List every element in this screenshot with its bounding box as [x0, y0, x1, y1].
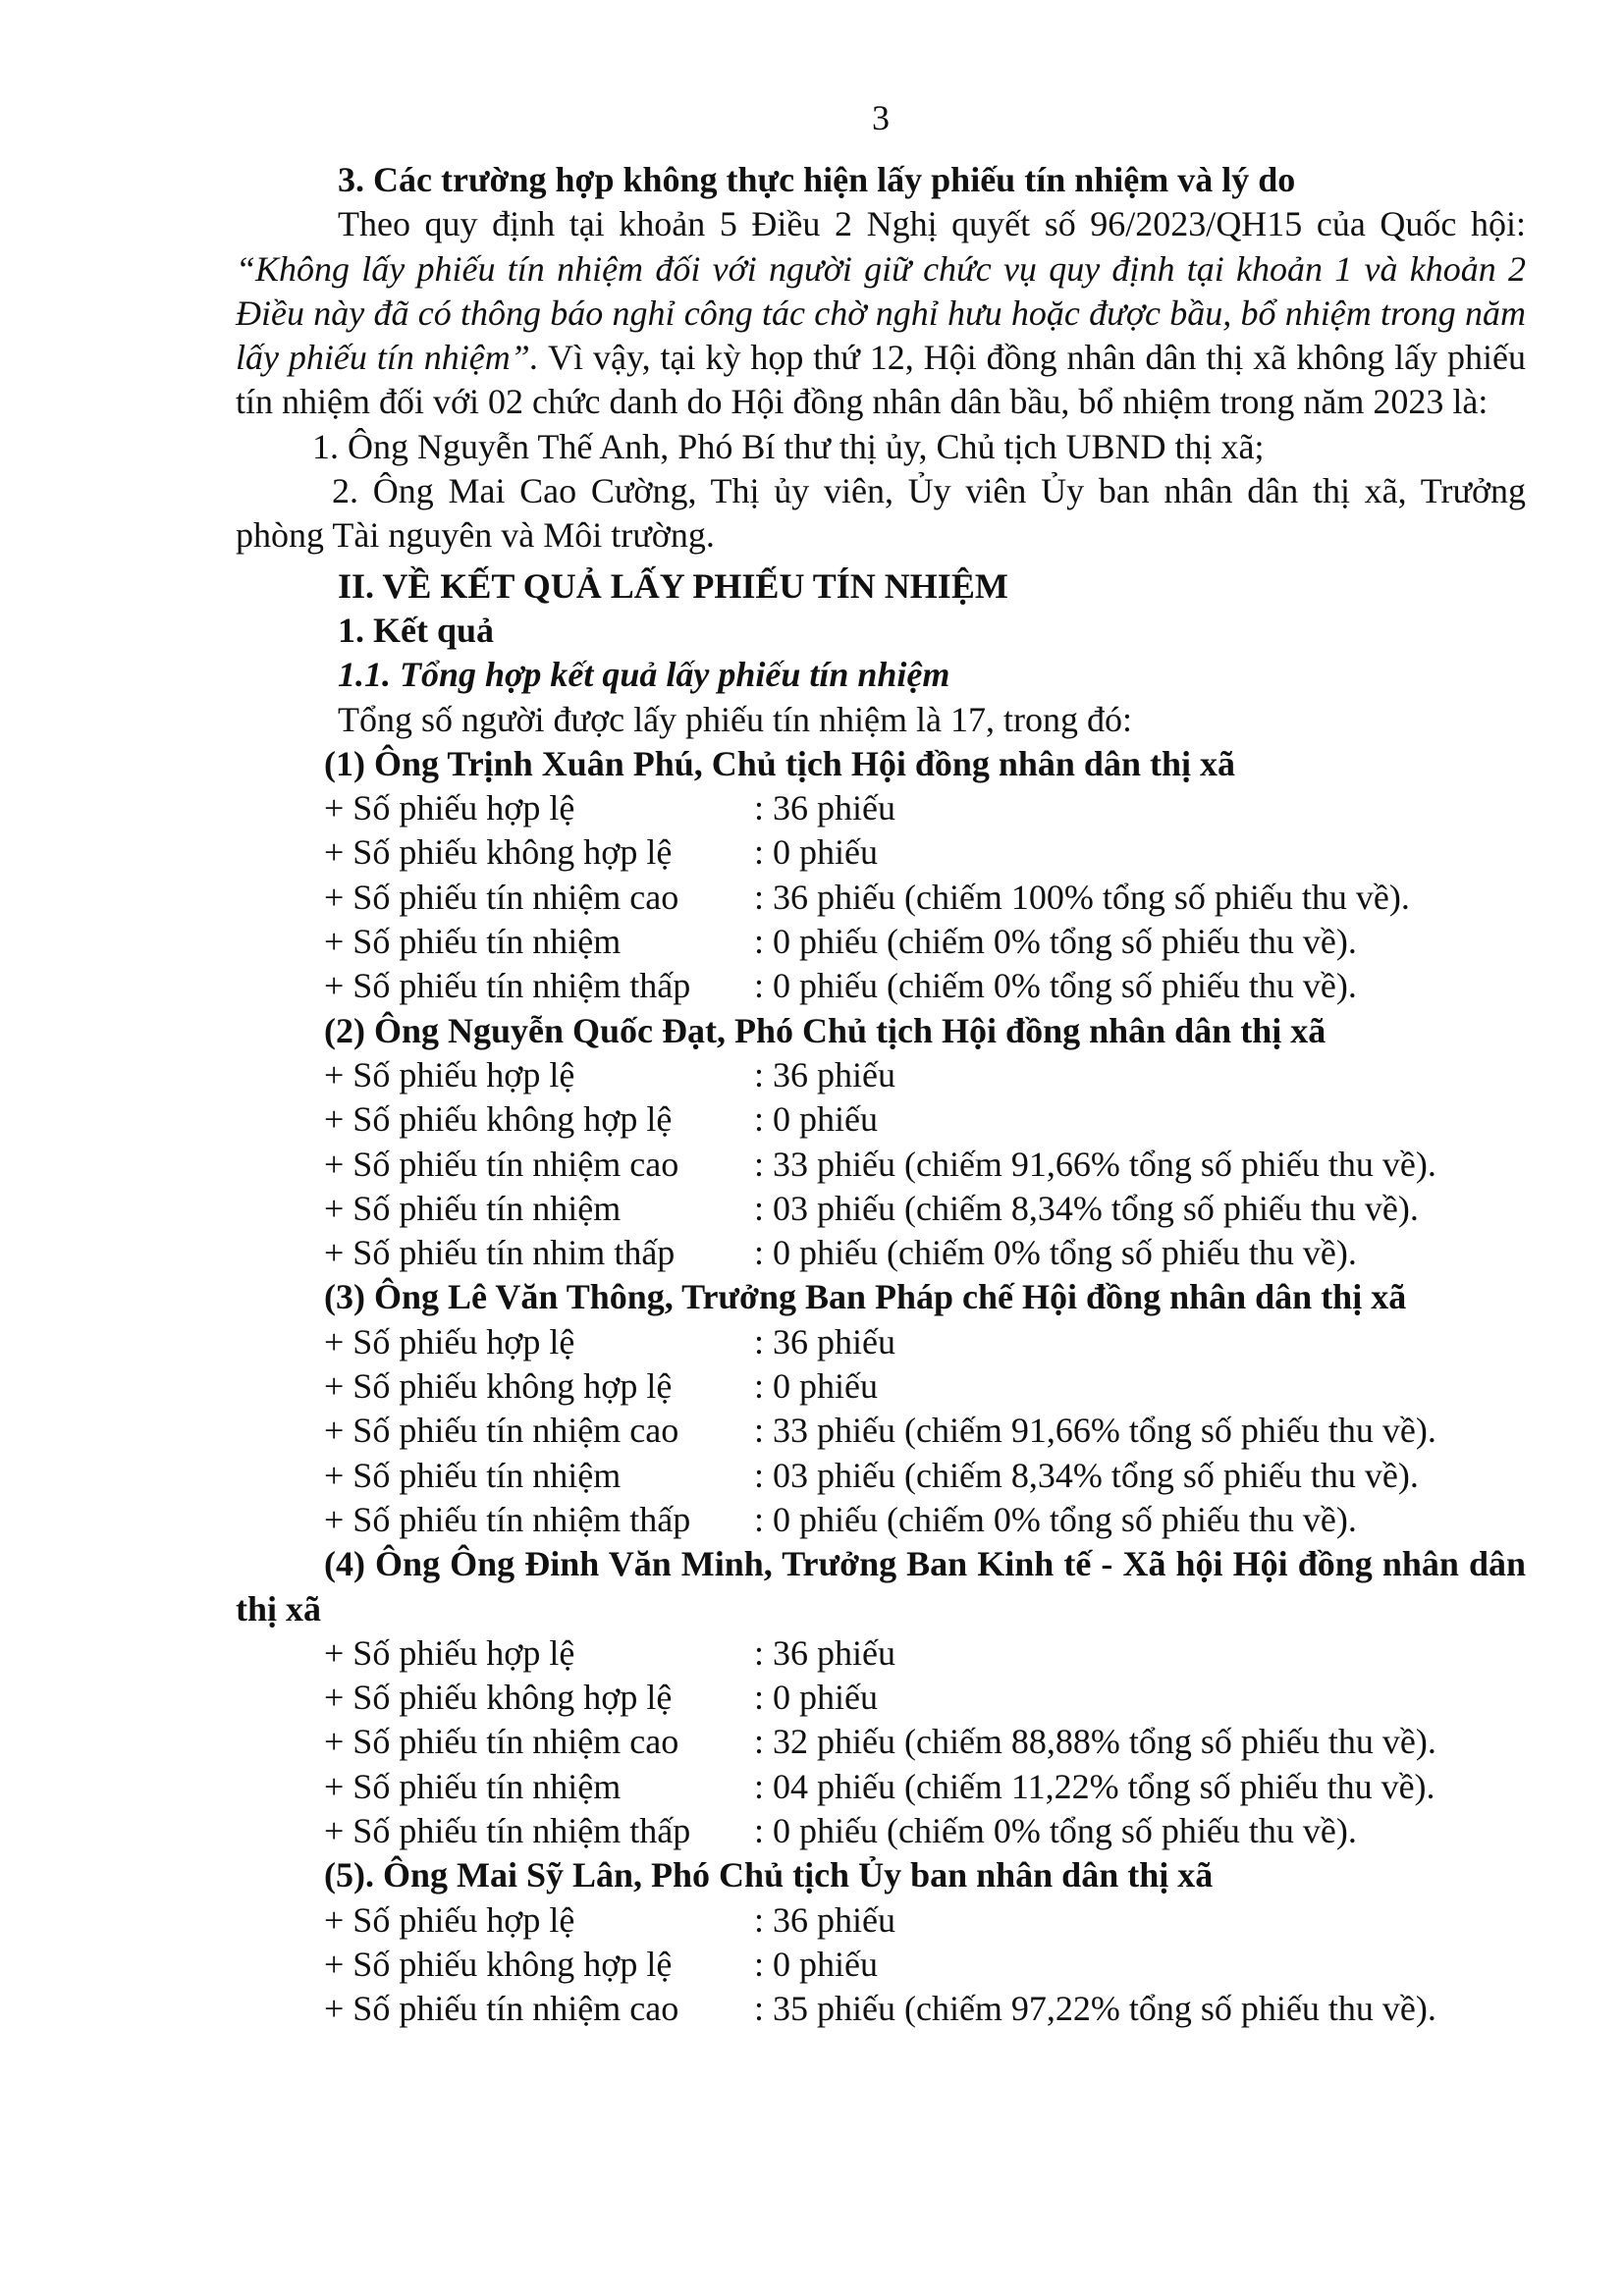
vote-label: + Số phiếu hợp lệ — [324, 1632, 575, 1673]
vote-label: + Số phiếu tín nhim thấp — [324, 1233, 676, 1273]
vote-row — [236, 830, 1526, 875]
vote-value: : 03 phiếu (chiếm 8,34% tổng số phiếu thu về). — [754, 1455, 1419, 1495]
vote-value: : 03 phiếu (chiếm 8,34% tổng số phiếu thu về). — [754, 1188, 1419, 1228]
person-2-block — [236, 1009, 1526, 1276]
vote-label: + Số phiếu không hợp lệ — [324, 1678, 673, 1718]
page-number: 3 — [872, 98, 890, 137]
vote-value: : 0 phiếu — [754, 1678, 878, 1718]
vote-label: + Số phiếu tín nhiệm cao — [324, 1144, 679, 1184]
vote-value: : 0 phiếu — [754, 1944, 878, 1984]
vote-row — [236, 1898, 1526, 1943]
vote-value: : 0 phiếu (chiếm 0% tổng số phiếu thu về). — [754, 1499, 1357, 1539]
vote-label: + Số phiếu không hợp lệ — [324, 1366, 673, 1407]
vote-row — [236, 1364, 1526, 1409]
vote-row — [236, 964, 1526, 1008]
vote-value: : 0 phiếu — [754, 1366, 878, 1407]
vote-value: : 0 phiếu — [754, 1099, 878, 1140]
section-3-paragraph — [236, 202, 1526, 424]
vote-label: + Số phiếu hợp lệ — [324, 1321, 575, 1362]
person-1-block — [236, 742, 1526, 1009]
vote-row — [236, 1097, 1526, 1142]
vote-label: + Số phiếu tín nhiệm — [324, 1766, 622, 1806]
vote-label: + Số phiếu không hợp lệ — [324, 1099, 673, 1140]
vote-row — [236, 1987, 1526, 2031]
section-3-heading: 3. Các trường hợp không thực hiện lấy phiếu tín nhiệm và lý do — [338, 160, 1296, 199]
vote-row — [236, 1631, 1526, 1676]
vote-label: + Số phiếu tín nhiệm — [324, 1188, 622, 1228]
vote-value: : 32 phiếu (chiếm 88,88% tổng số phiếu thu về). — [754, 1722, 1436, 1762]
vote-label: + Số phiếu tín nhiệm thấp — [324, 1499, 691, 1539]
person-name: (4) Ông Ông Đinh Văn Minh, Trưởng Ban Kinh tế - Xã hội Hội đồng nhân dân thị xã — [236, 1544, 1526, 1629]
vote-value: : 36 phiếu (chiếm 100% tổng số phiếu thu về). — [754, 877, 1410, 917]
vote-label: + Số phiếu tín nhiệm thấp — [324, 966, 691, 1006]
vote-label: + Số phiếu tín nhiệm cao — [324, 877, 679, 917]
person-4-block — [236, 1542, 1526, 1853]
vote-value: : 04 phiếu (chiếm 11,22% tổng số phiếu thu về). — [754, 1766, 1435, 1806]
person-5-block — [236, 1853, 1526, 2031]
vote-label: + Số phiếu không hợp lệ — [324, 1944, 673, 1984]
document-body — [236, 158, 1526, 2031]
vote-value: : 0 phiếu (chiếm 0% tổng số phiếu thu về). — [754, 1233, 1357, 1273]
legal-quote: “Không lấy phiếu tín nhiệm đối với người giữ chức vụ quy định tại khoản 1 và khoản 2 Điều này đã có thông báo nghỉ công tác chờ nghỉ hưu hoặc được bầu, bổ nhiệm trong năm lấy phiếu tín nhiệm”. — [236, 248, 1526, 378]
vote-label: + Số phiếu tín nhiệm — [324, 1455, 622, 1495]
vote-row — [236, 920, 1526, 964]
person-name: (5). Ông Mai Sỹ Lân, Phó Chủ tịch Ủy ban nhân dân thị xã — [324, 1855, 1214, 1896]
exempt-item-1: 1. Ông Nguyễn Thế Anh, Phó Bí thư thị ủy, Chủ tịch UBND thị xã; — [312, 426, 1265, 466]
vote-value: : 0 phiếu (chiếm 0% tổng số phiếu thu về). — [754, 1810, 1357, 1850]
vote-value: : 36 phiếu — [754, 788, 895, 828]
vote-value: : 0 phiếu (chiếm 0% tổng số phiếu thu về). — [754, 966, 1357, 1006]
vote-label: + Số phiếu hợp lệ — [324, 1054, 575, 1095]
vote-row — [236, 1676, 1526, 1720]
vote-row — [236, 1143, 1526, 1187]
vote-label: + Số phiếu tín nhiệm — [324, 922, 622, 962]
vote-label: + Số phiếu hợp lệ — [324, 788, 575, 828]
subsection-1-1-heading: 1.1. Tổng hợp kết quả lấy phiếu tín nhiệm — [338, 655, 950, 695]
section-ii-heading: II. VỀ KẾT QUẢ LẤY PHIẾU TÍN NHIỆM — [338, 565, 1008, 606]
vote-row — [236, 1765, 1526, 1809]
person-name: (3) Ông Lê Văn Thông, Trưởng Ban Pháp chế Hội đồng nhân dân thị xã — [324, 1277, 1407, 1317]
vote-label: + Số phiếu tín nhiệm cao — [324, 1722, 679, 1762]
vote-label: + Số phiếu tín nhiệm thấp — [324, 1810, 691, 1850]
person-name: (2) Ông Nguyễn Quốc Đạt, Phó Chủ tịch Hội đồng nhân dân thị xã — [324, 1010, 1326, 1050]
vote-row — [236, 786, 1526, 830]
vote-row — [236, 1720, 1526, 1764]
vote-label: + Số phiếu không hợp lệ — [324, 832, 673, 873]
vote-row — [236, 1943, 1526, 1987]
vote-row — [236, 1053, 1526, 1097]
vote-value: : 0 phiếu — [754, 832, 878, 873]
vote-value: : 33 phiếu (chiếm 91,66% tổng số phiếu thu về). — [754, 1411, 1436, 1451]
vote-row — [236, 876, 1526, 920]
vote-row — [236, 1320, 1526, 1364]
paragraph-intro-text: Theo quy định tại khoản 5 Điều 2 Nghị quyết số 96/2023/QH15 của Quốc hội: — [338, 204, 1526, 244]
vote-label: + Số phiếu hợp lệ — [324, 1899, 575, 1940]
vote-row — [236, 1409, 1526, 1453]
vote-label: + Số phiếu tín nhiệm cao — [324, 1989, 679, 2029]
person-name: (1) Ông Trịnh Xuân Phú, Chủ tịch Hội đồng nhân dân thị xã — [324, 743, 1235, 783]
vote-row — [236, 1231, 1526, 1275]
subsection-1-heading: 1. Kết quả — [338, 610, 495, 650]
vote-value: : 36 phiếu — [754, 1632, 895, 1673]
vote-row — [236, 1498, 1526, 1542]
total-count-intro: Tổng số người được lấy phiếu tín nhiệm là 17, trong đó: — [338, 699, 1132, 739]
vote-value: : 36 phiếu — [754, 1899, 895, 1940]
exempt-item-2: 2. Ông Mai Cao Cường, Thị ủy viên, Ủy viên Ủy ban nhân dân thị xã, Trưởng phòng Tài nguyên và Môi trường. — [236, 471, 1526, 556]
vote-value: : 35 phiếu (chiếm 97,22% tổng số phiếu thu về). — [754, 1989, 1436, 2029]
vote-value: : 0 phiếu (chiếm 0% tổng số phiếu thu về). — [754, 922, 1357, 962]
vote-value: : 33 phiếu (chiếm 91,66% tổng số phiếu thu về). — [754, 1144, 1436, 1184]
vote-row — [236, 1454, 1526, 1498]
paragraph-conclusion-text: Vì vậy, tại kỳ họp thứ 12, Hội đồng nhân dân thị xã không lấy phiếu tín nhiệm đối với 02 chức danh do Hội đồng nhân dân bầu, bổ nhiệm trong năm 2023 là: — [236, 338, 1527, 422]
vote-value: : 36 phiếu — [754, 1321, 895, 1362]
vote-row — [236, 1809, 1526, 1853]
vote-row — [236, 1187, 1526, 1231]
vote-value: : 36 phiếu — [754, 1054, 895, 1095]
vote-label: + Số phiếu tín nhiệm cao — [324, 1411, 679, 1451]
person-3-block — [236, 1275, 1526, 1542]
